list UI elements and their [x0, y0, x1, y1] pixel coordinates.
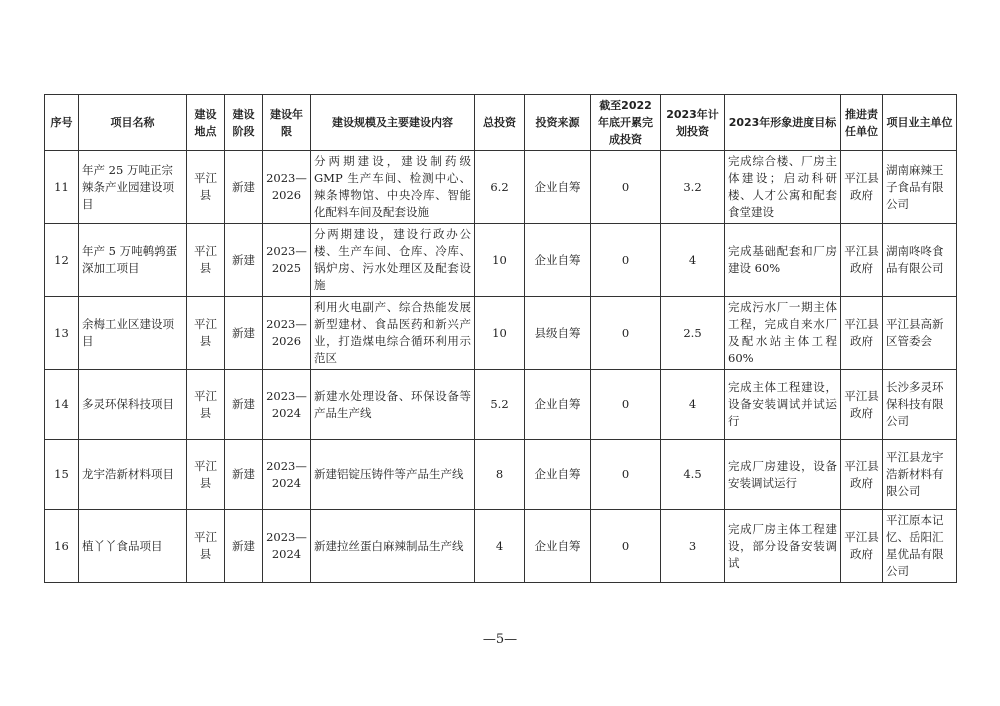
table-cell: 新建 [225, 224, 263, 297]
table-cell: 平江原本记忆、岳阳汇星优品有限公司 [883, 510, 957, 583]
column-header: 建设地点 [187, 95, 225, 151]
table-cell: 平江县政府 [841, 370, 883, 440]
table-cell: 0 [591, 224, 661, 297]
column-header: 建设规模及主要建设内容 [311, 95, 475, 151]
table-cell: 10 [475, 297, 525, 370]
table-cell: 年产 25 万吨正宗辣条产业园建设项目 [79, 151, 187, 224]
table-cell: 10 [475, 224, 525, 297]
column-header: 截至2022年底开累完成投资 [591, 95, 661, 151]
table-cell: 平江县政府 [841, 224, 883, 297]
table-cell: 0 [591, 370, 661, 440]
table-cell: 4 [661, 370, 725, 440]
table-cell: 2023—2025 [263, 224, 311, 297]
table-cell: 2023—2026 [263, 297, 311, 370]
table-cell: 12 [45, 224, 79, 297]
table-cell: 分两期建设，建设行政办公楼、生产车间、仓库、冷库、锅炉房、污水处理区及配套设施 [311, 224, 475, 297]
table-cell: 完成主体工程建设，设备安装调试并试运行 [725, 370, 841, 440]
table-cell: 利用火电副产、综合热能发展新型建材、食品医药和新兴产业，打造煤电综合循环利用示范区 [311, 297, 475, 370]
table-cell: 0 [591, 297, 661, 370]
page-number: —5— [482, 632, 518, 647]
table-cell: 新建 [225, 370, 263, 440]
table-cell: 3 [661, 510, 725, 583]
column-header: 项目名称 [79, 95, 187, 151]
column-header: 总投资 [475, 95, 525, 151]
table-cell: 平江县政府 [841, 151, 883, 224]
table-cell: 平江县高新区管委会 [883, 297, 957, 370]
table-cell: 平江县 [187, 224, 225, 297]
table-cell: 2023—2024 [263, 510, 311, 583]
table-cell: 平江县 [187, 440, 225, 510]
table-cell: 企业自筹 [525, 510, 591, 583]
table-cell: 2.5 [661, 297, 725, 370]
table-row [45, 510, 957, 583]
table-cell: 完成厂房建设，设备安装调试运行 [725, 440, 841, 510]
table-cell: 植丫丫食品项目 [79, 510, 187, 583]
table-cell: 4 [661, 224, 725, 297]
table-cell: 平江县 [187, 370, 225, 440]
column-header: 建设年限 [263, 95, 311, 151]
table-cell: 6.2 [475, 151, 525, 224]
table-cell: 0 [591, 510, 661, 583]
table-cell: 2023—2024 [263, 370, 311, 440]
table-cell: 平江县政府 [841, 510, 883, 583]
table-cell: 新建拉丝蛋白麻辣制品生产线 [311, 510, 475, 583]
table-cell: 新建 [225, 151, 263, 224]
table-cell: 企业自筹 [525, 151, 591, 224]
table-cell: 4 [475, 510, 525, 583]
table-cell: 企业自筹 [525, 370, 591, 440]
table-cell: 平江县 [187, 510, 225, 583]
table-cell: 企业自筹 [525, 440, 591, 510]
table-cell: 平江县 [187, 151, 225, 224]
table-cell: 县级自筹 [525, 297, 591, 370]
table-cell: 2023—2024 [263, 440, 311, 510]
table-row [45, 297, 957, 370]
column-header: 推进责任单位 [841, 95, 883, 151]
table-row [45, 370, 957, 440]
column-header: 投资来源 [525, 95, 591, 151]
table-cell: 新建铝锭压铸件等产品生产线 [311, 440, 475, 510]
table-cell: 年产 5 万吨鹌鹑蛋深加工项目 [79, 224, 187, 297]
table-cell: 平江县政府 [841, 440, 883, 510]
table-header-row [45, 95, 957, 151]
table-cell: 新建水处理设备、环保设备等产品生产线 [311, 370, 475, 440]
table-cell: 完成基础配套和厂房建设 60% [725, 224, 841, 297]
project-table [44, 94, 957, 583]
table-cell: 湖南麻辣王子食品有限公司 [883, 151, 957, 224]
column-header: 序号 [45, 95, 79, 151]
table-row [45, 440, 957, 510]
table-cell: 多灵环保科技项目 [79, 370, 187, 440]
table-cell: 平江县政府 [841, 297, 883, 370]
table-cell: 平江县 [187, 297, 225, 370]
table-cell: 4.5 [661, 440, 725, 510]
column-header: 2023年形象进度目标 [725, 95, 841, 151]
table-cell: 余梅工业区建设项目 [79, 297, 187, 370]
table-cell: 新建 [225, 440, 263, 510]
table-row [45, 151, 957, 224]
table-cell: 完成厂房主体工程建设，部分设备安装调试 [725, 510, 841, 583]
table-cell: 11 [45, 151, 79, 224]
table-cell: 分两期建设，建设制药级 GMP 生产车间、检测中心、辣条博物馆、中央冷库、智能化配料车间及配套设施 [311, 151, 475, 224]
column-header: 项目业主单位 [883, 95, 957, 151]
table-cell: 长沙多灵环保科技有限公司 [883, 370, 957, 440]
table-cell: 14 [45, 370, 79, 440]
table-cell: 5.2 [475, 370, 525, 440]
table-body [45, 151, 957, 583]
table-cell: 2023—2026 [263, 151, 311, 224]
column-header: 建设阶段 [225, 95, 263, 151]
table-cell: 8 [475, 440, 525, 510]
table-cell: 完成污水厂一期主体工程，完成自来水厂及配水站主体工程 60% [725, 297, 841, 370]
table-cell: 3.2 [661, 151, 725, 224]
table-cell: 完成综合楼、厂房主体建设；启动科研楼、人才公寓和配套食堂建设 [725, 151, 841, 224]
table-cell: 15 [45, 440, 79, 510]
table-cell: 13 [45, 297, 79, 370]
table-cell: 0 [591, 440, 661, 510]
table-row [45, 224, 957, 297]
table-cell: 平江县龙宇浩新材料有限公司 [883, 440, 957, 510]
table-cell: 新建 [225, 510, 263, 583]
table-cell: 龙宇浩新材料项目 [79, 440, 187, 510]
table-cell: 16 [45, 510, 79, 583]
table-cell: 湖南咚咚食品有限公司 [883, 224, 957, 297]
table-cell: 企业自筹 [525, 224, 591, 297]
table-cell: 新建 [225, 297, 263, 370]
column-header: 2023年计划投资 [661, 95, 725, 151]
table-cell: 0 [591, 151, 661, 224]
